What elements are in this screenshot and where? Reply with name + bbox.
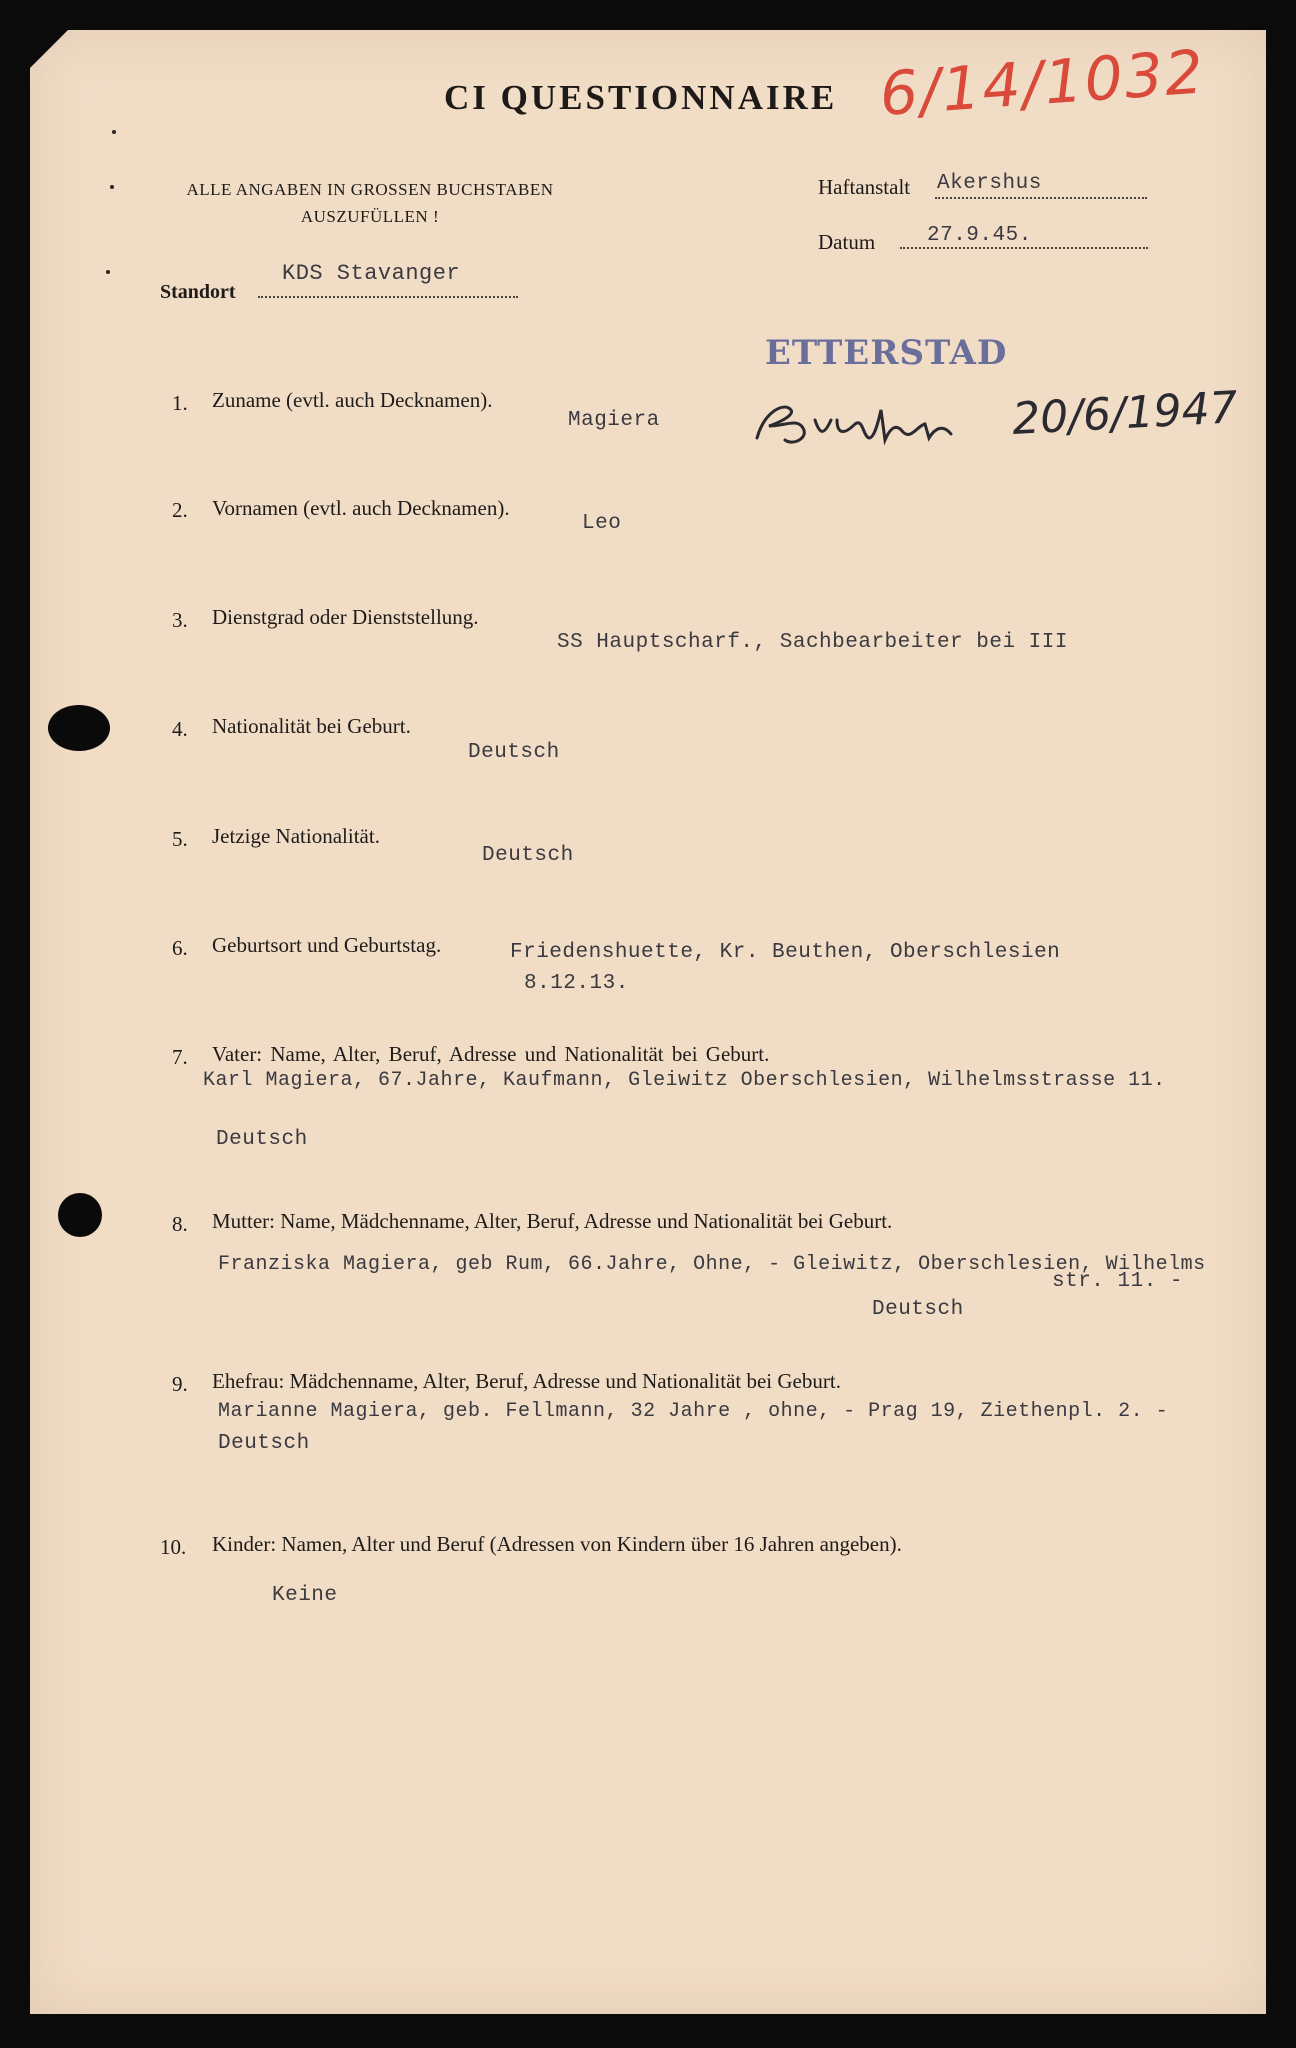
answer-line: 8.12.13.: [524, 972, 629, 995]
haftanstalt-line: [935, 197, 1147, 199]
instructions: [158, 176, 582, 230]
question-number: 10.: [160, 1535, 187, 1559]
handwritten-signature-date: [745, 380, 1239, 475]
questionnaire-page: [30, 30, 1266, 2014]
etterstad-stamp: ETTERSTAD: [765, 333, 1008, 373]
question-label: Nationalität bei Geburt.: [212, 714, 411, 738]
answer-line: Keine: [272, 1584, 338, 1607]
question-number: 3.: [172, 608, 188, 632]
folded-corner: [30, 30, 68, 68]
question-number: 6.: [172, 936, 188, 960]
question-number: 2.: [172, 498, 188, 522]
datum-label: Datum: [818, 230, 876, 254]
datum-value: 27.9.45.: [927, 224, 1032, 247]
reference-number: 6/14/1032: [877, 37, 1208, 130]
question-number: 8.: [172, 1212, 188, 1236]
question-label: Vater: Name, Alter, Beruf, Adresse und Nationalität bei Geburt.: [212, 1042, 770, 1066]
answer-line: Deutsch: [872, 1298, 964, 1321]
answer-line: Deutsch: [218, 1432, 310, 1455]
signature-image: [745, 380, 1239, 470]
question-label: Dienstgrad oder Dienststellung.: [212, 605, 479, 629]
question-number: 4.: [172, 717, 188, 741]
answer-line: Deutsch: [216, 1128, 308, 1151]
answer-line: Leo: [582, 512, 622, 535]
question-number: 9.: [172, 1372, 188, 1396]
instruction-line-1: ALLE ANGABEN IN GROSSEN BUCHSTABEN: [186, 180, 554, 199]
answer-line: Franziska Magiera, geb Rum, 66.Jahre, Ohne, - Gleiwitz, Oberschlesien, Wilhelms: [218, 1253, 1206, 1276]
question-label: Kinder: Namen, Alter und Beruf (Adressen von Kindern über 16 Jahren angeben).: [212, 1532, 902, 1556]
punch-hole-top: [48, 705, 110, 751]
instruction-line-2: AUSZUFÜLLEN !: [300, 207, 440, 226]
answer-line: Friedenshuette, Kr. Beuthen, Oberschlesien: [510, 941, 1061, 964]
answer-line: Deutsch: [482, 844, 574, 867]
answer-line: Magiera: [568, 409, 660, 432]
question-label: Ehefrau: Mädchenname, Alter, Beruf, Adresse und Nationalität bei Geburt.: [212, 1369, 841, 1393]
haftanstalt-value: Akershus: [937, 172, 1042, 195]
question-number: 5.: [172, 827, 188, 851]
answer-line: SS Hauptscharf., Sachbearbeiter bei III: [557, 631, 1068, 654]
answer-line: Karl Magiera, 67.Jahre, Kaufmann, Gleiwitz Oberschlesien, Wilhelmsstrasse 11.: [203, 1069, 1166, 1092]
ink-speck: [112, 130, 116, 134]
question-label: Vornamen (evtl. auch Decknamen).: [212, 496, 510, 520]
answer-line: Marianne Magiera, geb. Fellmann, 32 Jahre , ohne, - Prag 19, Ziethenpl. 2. -: [218, 1400, 1169, 1423]
question-label: Geburtsort und Geburtstag.: [212, 933, 442, 957]
haftanstalt-label: Haftanstalt: [818, 175, 911, 199]
question-label: Jetzige Nationalität.: [212, 824, 380, 848]
ink-speck: [106, 270, 110, 274]
standort-line: [258, 296, 518, 298]
question-number: 7.: [172, 1045, 188, 1069]
standort-value: KDS Stavanger: [282, 261, 461, 286]
answer-line: Deutsch: [468, 741, 560, 764]
question-label: Mutter: Name, Mädchenname, Alter, Beruf, Adresse und Nationalität bei Geburt.: [212, 1209, 893, 1233]
standort-label: Standort: [160, 281, 236, 303]
datum-line: [900, 247, 1148, 249]
page-title: CI QUESTIONNAIRE: [444, 78, 838, 117]
question-label: Zuname (evtl. auch Decknamen).: [212, 388, 493, 412]
question-number: 1.: [172, 391, 188, 415]
svg-text:20/6/1947: 20/6/1947: [1010, 382, 1239, 445]
ink-speck: [110, 185, 114, 189]
punch-hole-bottom: [58, 1193, 102, 1237]
answer-line: str. 11. -: [1052, 1270, 1184, 1293]
